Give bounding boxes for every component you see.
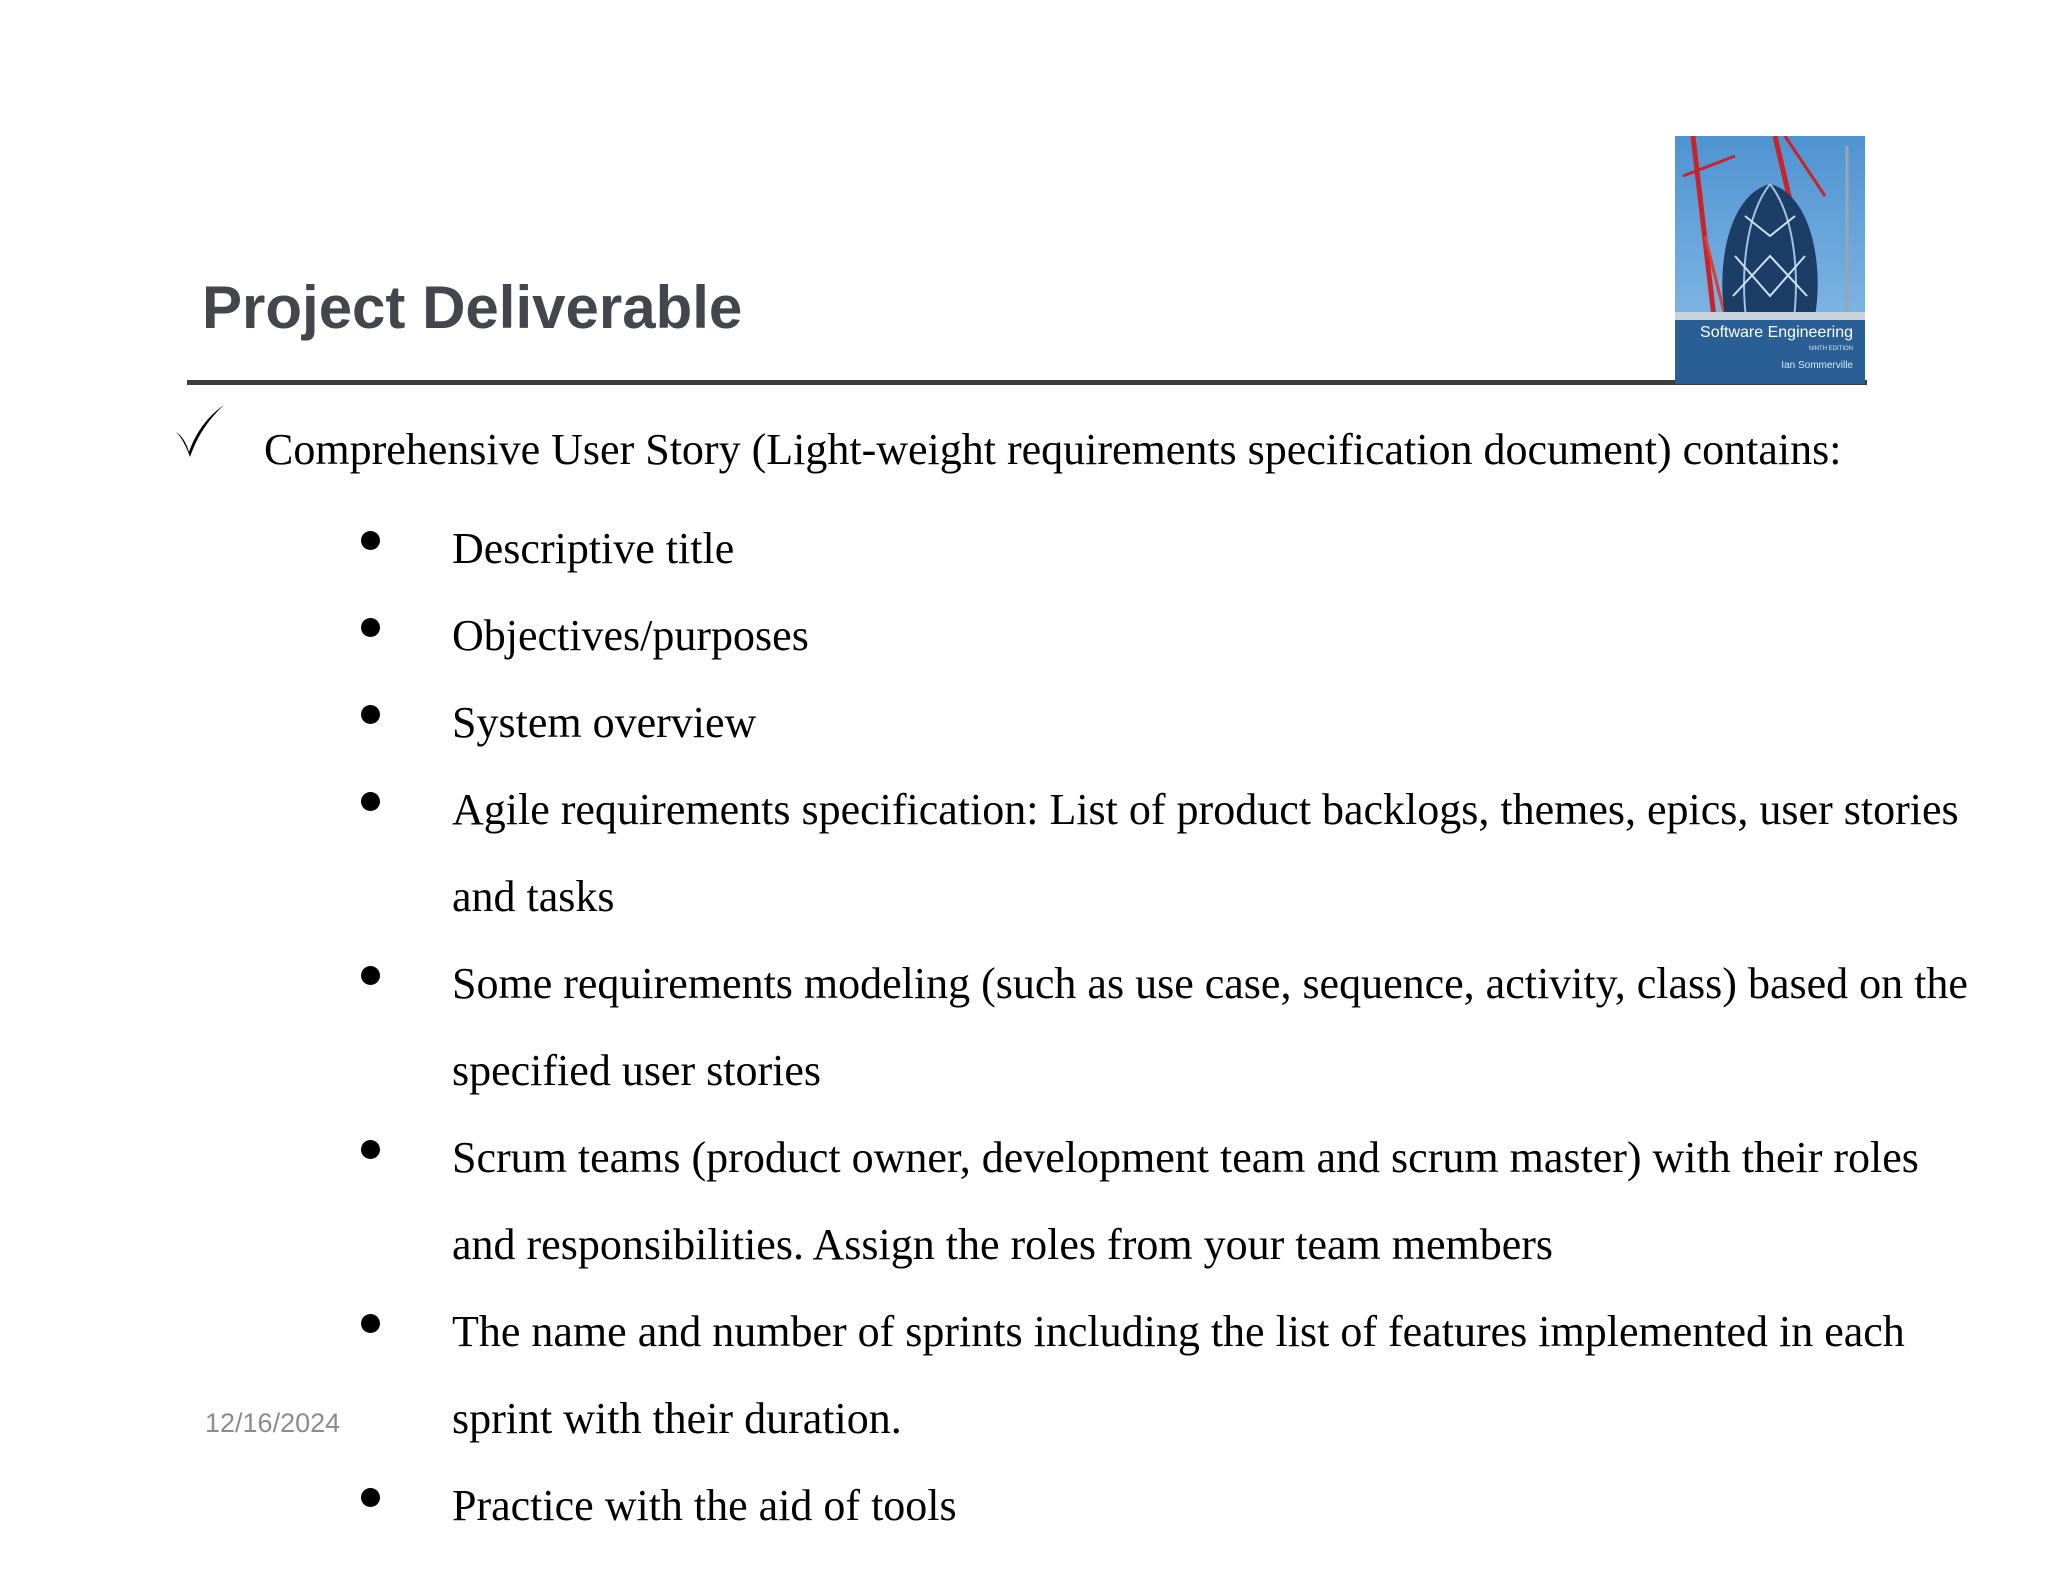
- bullet-icon: [361, 531, 380, 550]
- bullet-icon: [361, 792, 380, 811]
- slide-title: Project Deliverable: [202, 274, 743, 341]
- list-item: [352, 505, 1992, 592]
- bullet-icon: [361, 705, 380, 724]
- lead-statement: Comprehensive User Story (Light-weight requirements specification document) contains:: [264, 425, 1842, 474]
- list-item-text: System overview: [452, 698, 757, 747]
- book-edition: NINTH EDITION: [1808, 346, 1853, 352]
- list-item-text: Some requirements modeling (such as use case, sequence, activity, class) based on the specified user stories: [452, 959, 1968, 1095]
- list-item-text: Scrum teams (product owner, development team and scrum master) with their roles and responsibilities. Assign the roles from your team members: [452, 1133, 1919, 1269]
- title-divider: [187, 380, 1867, 385]
- check-icon: [172, 402, 228, 460]
- bullet-icon: [361, 1140, 380, 1159]
- list-item-text: Agile requirements specification: List of product backlogs, themes, epics, user stories and tasks: [452, 785, 1959, 921]
- list-item-text: The name and number of sprints including the list of features implemented in each sprint with their duration.: [452, 1307, 1905, 1443]
- deliverable-list: [352, 505, 1992, 1549]
- footer-date: 12/16/2024: [205, 1408, 341, 1438]
- book-cover-image: [1675, 136, 1865, 384]
- list-item: [352, 592, 1992, 679]
- list-item: [352, 766, 1992, 940]
- list-item-text: Descriptive title: [452, 524, 735, 573]
- list-item-text: Objectives/purposes: [452, 611, 809, 660]
- list-item: [352, 1462, 1992, 1549]
- book-author: Ian Sommerville: [1781, 360, 1853, 371]
- bullet-icon: [361, 1314, 380, 1333]
- list-item: [352, 1114, 1992, 1288]
- list-item: [352, 940, 1992, 1114]
- list-item: [352, 679, 1992, 766]
- bullet-icon: [361, 1488, 380, 1507]
- book-title: Software Engineering: [1700, 324, 1853, 341]
- list-item: [352, 1288, 1992, 1462]
- bullet-icon: [361, 618, 380, 637]
- bullet-icon: [361, 966, 380, 985]
- list-item-text: Practice with the aid of tools: [452, 1481, 957, 1530]
